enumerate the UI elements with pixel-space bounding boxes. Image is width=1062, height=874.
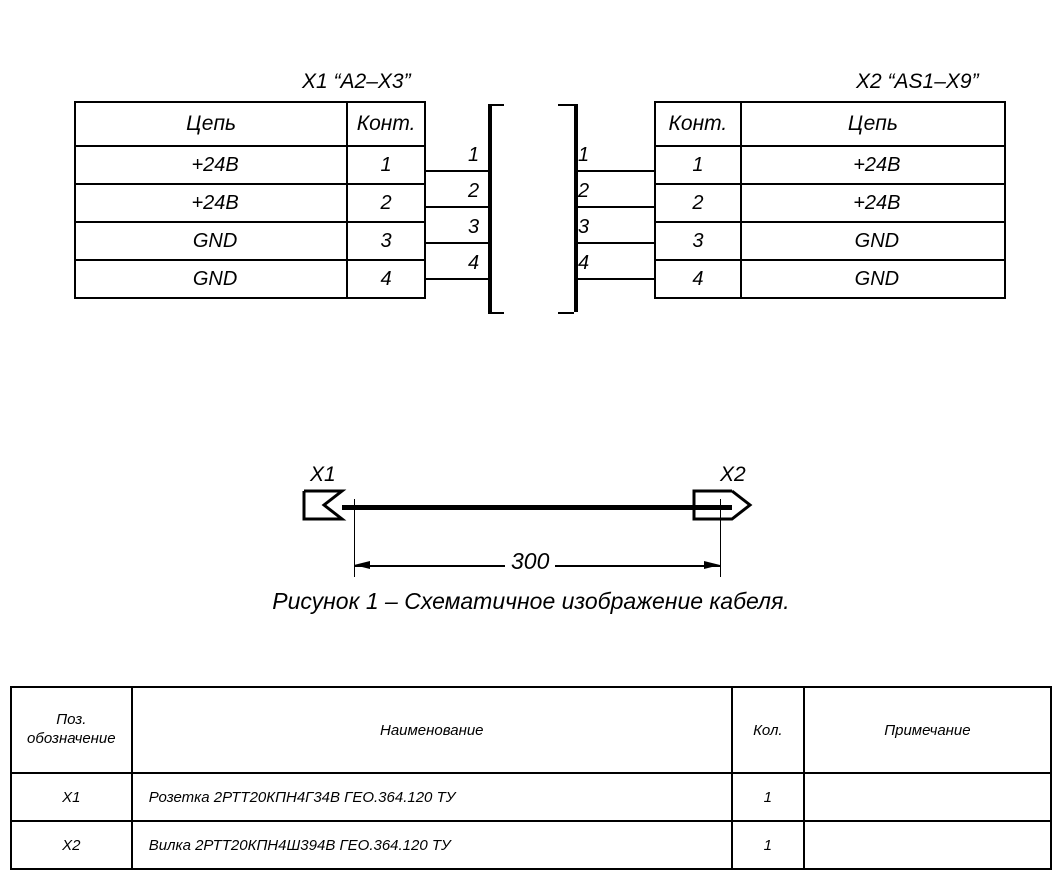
- column-header-circuit: Цепь: [741, 102, 1005, 146]
- wire-number-right: 1: [578, 144, 590, 166]
- cable-jacket-right: [574, 104, 578, 312]
- cell-circuit: +24В: [741, 184, 1005, 222]
- table-header-row: [75, 102, 425, 146]
- column-header-circuit: Цепь: [75, 102, 347, 146]
- cell-pin: 2: [347, 184, 425, 222]
- column-header-pin: Конт.: [347, 102, 425, 146]
- cell-pin: 1: [347, 146, 425, 184]
- wire-number-right: 3: [578, 216, 590, 238]
- table-row: [75, 184, 425, 222]
- cell-circuit: +24В: [75, 146, 347, 184]
- sketch-label-x1: X1: [310, 463, 336, 486]
- cell-position: X1: [11, 773, 132, 821]
- dimension-value: 300: [505, 548, 555, 575]
- cell-name: Розетка 2РТТ20КПН4Г34В ГЕО.364.120 ТУ: [132, 773, 732, 821]
- cell-circuit: +24В: [75, 184, 347, 222]
- connector-x1-title: X1 “A2–X3”: [302, 70, 411, 93]
- cable-sketch: [280, 455, 780, 595]
- cell-circuit: +24В: [741, 146, 1005, 184]
- wire-line: [574, 170, 656, 172]
- wire-number-right: 2: [578, 180, 590, 202]
- cable-bundle-graphic: [426, 96, 656, 326]
- sketch-label-x2: X2: [720, 463, 746, 486]
- wire-number-left: 4: [468, 252, 480, 274]
- wire-number-right: 4: [578, 252, 590, 274]
- column-header-name: Наименование: [132, 687, 732, 773]
- column-header-position: [11, 687, 132, 773]
- wire-number-left: 3: [468, 216, 480, 238]
- table-row: [11, 773, 1051, 821]
- cell-circuit: GND: [75, 222, 347, 260]
- wire-line: [574, 242, 656, 244]
- table-row: [75, 260, 425, 298]
- cell-position: X2: [11, 821, 132, 869]
- table-row: [11, 821, 1051, 869]
- wire-line: [426, 278, 488, 280]
- column-header-qty: Кол.: [732, 687, 804, 773]
- connector-x1-table: [74, 101, 426, 299]
- cell-name: Вилка 2РТТ20КПН4Ш394В ГЕО.364.120 ТУ: [132, 821, 732, 869]
- cell-note: [804, 773, 1051, 821]
- specification-table: [10, 686, 1052, 870]
- table-row: [655, 222, 1005, 260]
- cable-jacket-left: [488, 104, 492, 312]
- connector-x2-title: X2 “AS1–X9”: [856, 70, 979, 93]
- cell-pin: 4: [347, 260, 425, 298]
- cell-pin: 2: [655, 184, 741, 222]
- table-header-row: [655, 102, 1005, 146]
- cell-qty: 1: [732, 773, 804, 821]
- figure-caption: Рисунок 1 – Схематичное изображение кабеля.: [272, 588, 790, 614]
- jacket-bottom-left-foot: [488, 312, 504, 314]
- cell-circuit: GND: [741, 260, 1005, 298]
- cell-pin: 3: [655, 222, 741, 260]
- cell-note: [804, 821, 1051, 869]
- wire-line: [574, 206, 656, 208]
- table-row: [655, 184, 1005, 222]
- cell-circuit: GND: [75, 260, 347, 298]
- extension-line-left: [354, 499, 355, 577]
- cell-qty: 1: [732, 821, 804, 869]
- cell-circuit: GND: [741, 222, 1005, 260]
- table-row: [75, 146, 425, 184]
- wire-line: [574, 278, 656, 280]
- column-header-note: Примечание: [804, 687, 1051, 773]
- cable-line: [342, 505, 732, 510]
- cell-pin: 1: [655, 146, 741, 184]
- column-header-position-line1: Поз.: [56, 711, 87, 729]
- table-row: [655, 260, 1005, 298]
- extension-line-right: [720, 499, 721, 577]
- wire-line: [426, 206, 488, 208]
- table-row: [75, 222, 425, 260]
- column-header-pin: Конт.: [655, 102, 741, 146]
- jacket-bottom-right-foot: [558, 312, 574, 314]
- connector-symbol-x1: [304, 491, 342, 519]
- column-header-position-line2: обозначение: [27, 730, 116, 747]
- jacket-top-left-foot: [488, 104, 504, 106]
- table-row: [655, 146, 1005, 184]
- wire-number-left: 2: [468, 180, 480, 202]
- wire-number-left: 1: [468, 144, 480, 166]
- cell-pin: 3: [347, 222, 425, 260]
- table-header-row: [11, 687, 1051, 773]
- jacket-top-right-foot: [558, 104, 574, 106]
- connector-x2-table: [654, 101, 1006, 299]
- wire-line: [426, 170, 488, 172]
- cell-pin: 4: [655, 260, 741, 298]
- wire-line: [426, 242, 488, 244]
